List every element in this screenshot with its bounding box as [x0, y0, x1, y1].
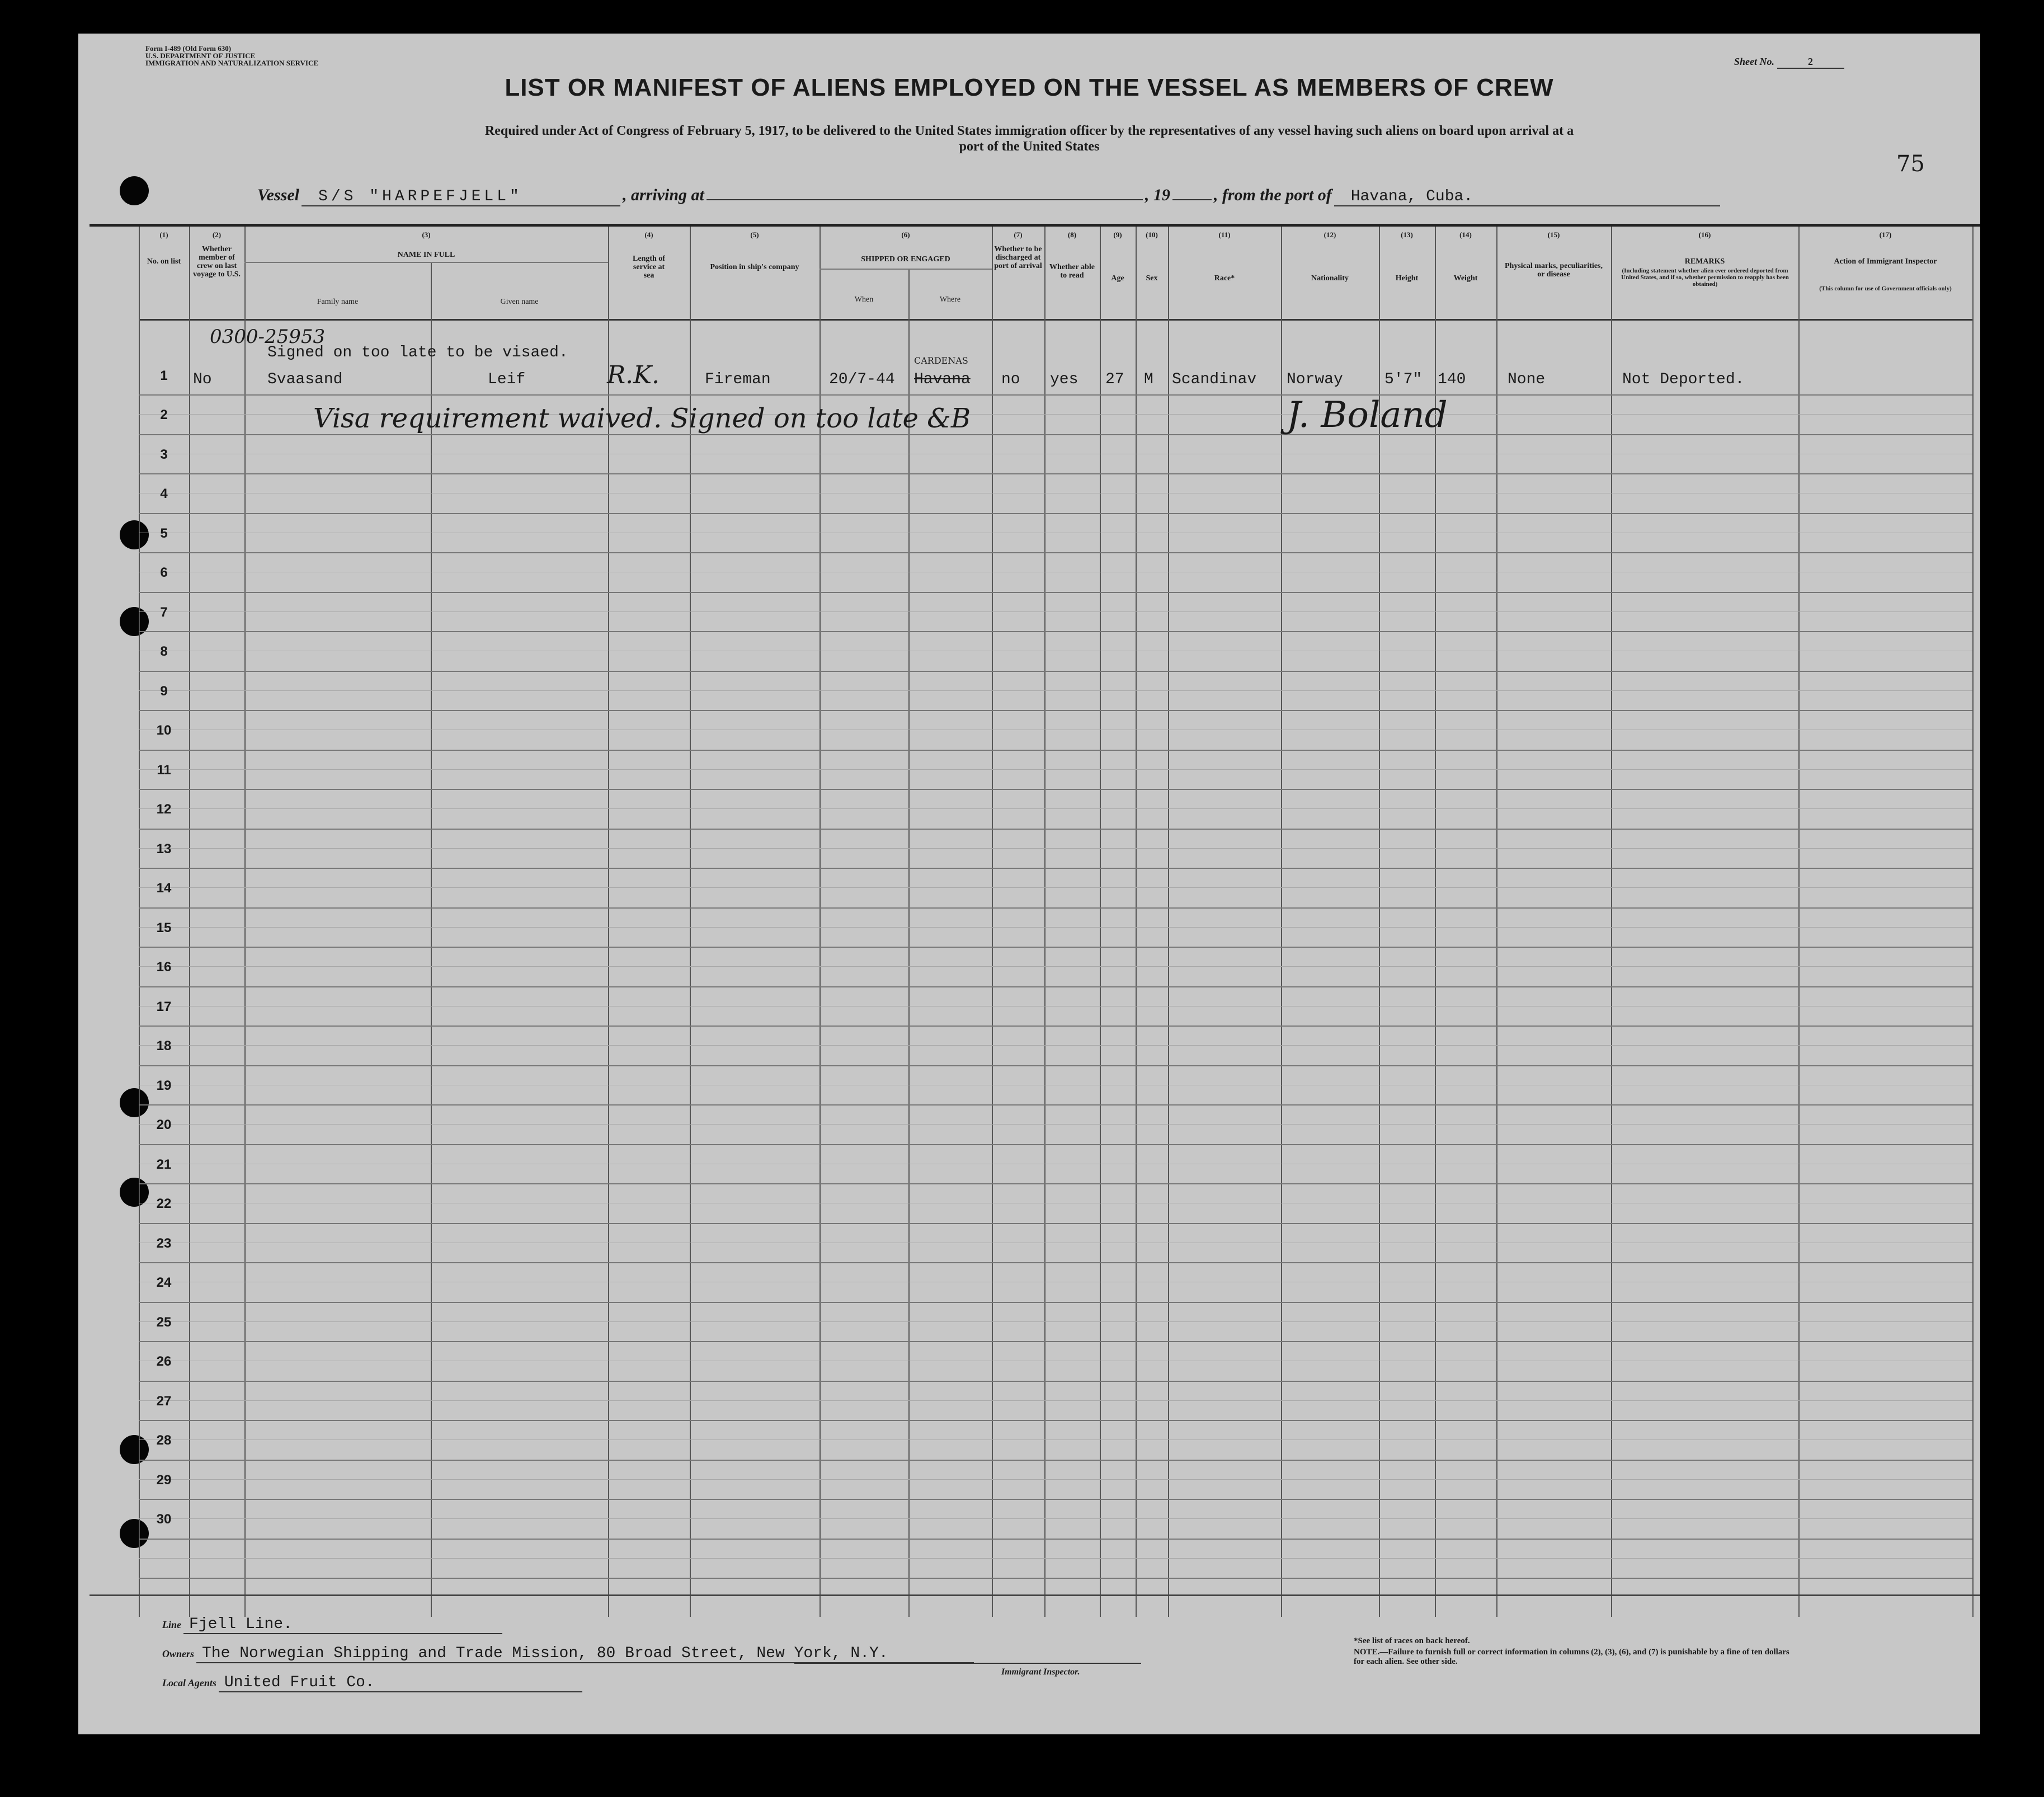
row-number: 26 — [156, 1354, 172, 1370]
sheet-number-value: 2 — [1777, 56, 1844, 69]
row-rule — [139, 829, 1972, 830]
row-number: 14 — [156, 881, 172, 896]
cell-position: Fireman — [705, 371, 771, 388]
penalty-note: NOTE.—Failure to furnish full or correct information in columns (2), (3), (6), and (7) is punishable by a fine of ten dollars for each alien. See other side. — [1354, 1648, 1789, 1666]
row-number: 10 — [156, 723, 172, 738]
row-rule — [139, 1539, 1972, 1540]
file-number: 0300-25953 — [210, 326, 326, 348]
row-rule — [139, 1223, 1972, 1224]
row-rule — [139, 473, 1972, 474]
row-rule — [139, 907, 1972, 909]
col-physical-marks: Physical marks, peculiarities, or disease — [1505, 262, 1603, 279]
row-rule — [139, 986, 1972, 987]
row-half-rule — [139, 1400, 1972, 1401]
row-number: 19 — [156, 1078, 172, 1093]
row-rule — [139, 1420, 1972, 1421]
col-name-in-full: NAME IN FULL — [397, 251, 455, 259]
row-number: 15 — [156, 920, 172, 935]
cell-given-name: Leif — [488, 371, 526, 388]
vessel-name: S/S "HARPEFJELL" — [302, 188, 620, 206]
row-rule — [139, 710, 1972, 711]
where-correction: CARDENAS — [914, 355, 968, 366]
row-half-rule — [139, 1518, 1972, 1519]
cell-remarks: Not Deported. — [1622, 371, 1745, 388]
col-race: Race* — [1214, 274, 1235, 283]
row-number: 28 — [156, 1433, 172, 1448]
table-top-rule — [90, 224, 1980, 227]
col-last-voyage: Whether member of crew on last voyage to U.S. — [193, 245, 241, 279]
row-half-rule — [139, 1321, 1972, 1322]
col-weight: Weight — [1453, 274, 1478, 283]
row-half-rule — [139, 808, 1972, 809]
row-rule — [139, 947, 1972, 948]
vessel-label: Vessel — [257, 186, 299, 204]
row-number: 1 — [160, 368, 168, 383]
page-number: 75 — [1896, 151, 1925, 177]
footer-line: Line Fjell Line. — [162, 1616, 502, 1634]
row-half-rule — [139, 966, 1972, 967]
row-number: 13 — [156, 841, 172, 857]
col-where: Where — [939, 295, 961, 304]
row-number: 23 — [156, 1235, 172, 1251]
col-position: Position in ship's company — [710, 263, 799, 271]
row-number: 7 — [160, 604, 168, 620]
row-number: 27 — [156, 1393, 172, 1409]
row-rule — [139, 868, 1972, 869]
row-number: 17 — [156, 999, 172, 1014]
row-number: 29 — [156, 1472, 172, 1488]
col-inspector-note: (This column for use of Government officials only) — [1819, 285, 1952, 292]
col-nationality: Nationality — [1311, 274, 1349, 283]
row-rule — [139, 1578, 1972, 1579]
row-rule — [139, 513, 1972, 514]
row-rule — [139, 1460, 1972, 1461]
row-rule — [139, 1381, 1972, 1382]
row-number: 24 — [156, 1275, 172, 1291]
owners-value: The Norwegian Shipping and Trade Mission, 80 Broad Street, New York, N.Y. — [196, 1645, 974, 1663]
col-shipped-or-engaged: SHIPPED OR ENGAGED — [861, 255, 950, 264]
vessel-line: Vessel S/S "HARPEFJELL" , arriving at , 19 , from the port of Havana, Cuba. — [257, 185, 1880, 213]
cell-family-name: Svaasand — [267, 371, 343, 388]
page-title: LIST OR MANIFEST OF ALIENS EMPLOYED ON THE VESSEL AS MEMBERS OF CREW — [505, 74, 1554, 101]
row-number: 16 — [156, 959, 172, 975]
row-number: 20 — [156, 1117, 172, 1133]
row-number: 5 — [160, 525, 168, 541]
header-bottom-rule — [139, 319, 1972, 321]
row-number: 30 — [156, 1512, 172, 1527]
row-rule — [139, 1025, 1972, 1027]
col-no-on-list: No. on list — [147, 257, 181, 266]
row-number: 6 — [160, 565, 168, 581]
col-able-to-read: Whether able to read — [1049, 263, 1095, 280]
punch-hole — [120, 176, 149, 205]
inspector-signature: J. Boland — [1287, 394, 1448, 436]
row-rule — [139, 789, 1972, 790]
row-half-rule — [139, 1124, 1972, 1125]
port-value: Havana, Cuba. — [1334, 188, 1720, 206]
year-field — [1172, 185, 1212, 200]
row-rule — [139, 394, 1972, 396]
cell-physical-marks: None — [1508, 371, 1546, 388]
row-half-rule — [139, 769, 1972, 770]
arriving-at-field — [707, 185, 1143, 200]
footer-agents: Local Agents United Fruit Co. — [162, 1674, 582, 1692]
cell-when: 20/7-44 — [829, 371, 895, 388]
page-subtitle: Required under Act of Congress of February 5, 1917, to be delivered to the United States immigration officer by the representatives of any vessel having such aliens on board upon arrival at a port of the United States — [484, 124, 1574, 154]
col-sex: Sex — [1146, 274, 1158, 283]
cell-able-to-read: yes — [1050, 371, 1078, 388]
initials-mark: R.K. — [607, 361, 660, 389]
typed-note: Signed on too late to be visaed. — [267, 344, 568, 361]
row-rule — [139, 750, 1972, 751]
row-number: 12 — [156, 802, 172, 817]
row-half-rule — [139, 1479, 1972, 1480]
row-number: 2 — [160, 407, 168, 423]
cell-race: Scandinav — [1172, 371, 1257, 388]
row-rule — [139, 1341, 1972, 1342]
row-half-rule — [139, 887, 1972, 888]
col-remarks-note: (Including statement whether alien ever ordered deported from United States, and if so, whether permission to reapply has been obtained) — [1621, 267, 1789, 288]
row-half-rule — [139, 690, 1972, 691]
cell-last-voyage: No — [193, 371, 212, 388]
row-number: 22 — [156, 1196, 172, 1212]
cell-sex: M — [1144, 371, 1153, 388]
row-rule — [139, 1183, 1972, 1184]
row-number: 3 — [160, 446, 168, 462]
cell-age: 27 — [1105, 371, 1124, 388]
manifest-sheet: Form I-489 (Old Form 630) U.S. DEPARTMENT OF JUSTICE IMMIGRATION AND NATURALIZATION SERVICE Sheet No. 2 LIST OR MANIFEST OF ALIENS EMPLOYED ON THE VESSEL AS MEMBERS OF CREW Required under Act of Congress of February 5, 1917, to be delivered to the United States immigration officer by the representatives of any vessel having such aliens on board upon arrival at a port of the United States 75 Vessel S/S "HARPEFJELL" , arriving at , 19 , from the port of Havana, Cuba. (1) No. on list (2) Whether member of crew on last voyage to U.S. (3) NAME IN FULL Family name Given name (4) Length of service at sea (5) Position in ship's company (6) SHIPPED OR ENGAGED When Where (7) Whether to be discharged at port of arrival (8) Whether able to read (9) Age (10) Sex (11) Race* (12) Nationality (13) Height (14) Weight (15) Physical marks, peculiarities, or disease (16) REMARKS (Including statement whether alien ever ordered deported from United States, and if so, whether permission to reapply has been obtained) (17) Action of Immigrant Inspector (This column for use of Government officials only) 1 2 3 4 5 6 7 8 9 10 11 12 13 14 15 16 17 18 19 20 21 22 23 24 25 26 27 28 29 30 0300-25953 Signed on too late to be visaed. No Svaasand Leif R.K. Fireman 20/7-44 Havana CARDENAS no yes 27 M Scandinav Norway 5'7" 140 None Not Deported. Visa requirement waived. Signed on too late &B J. Boland Line Fjell Line. Owners The Norwegian Shipping and Trade Mission, 80 Broad Street, New York, N.Y. Local Agents United Fruit Co. Immigrant Inspector. *See list of races on back hereof. NOTE.—Failure to furnish full or correct information in columns (2), (3), (6), and (7) is punishable by a fine of ten dollars for each alien. See other side. — [78, 34, 1980, 1734]
cell-nationality: Norway — [1287, 371, 1343, 388]
col-family-name: Family name — [317, 298, 359, 306]
inspector-signature-line — [794, 1663, 1141, 1664]
inspector-label: Immigrant Inspector. — [1001, 1667, 1080, 1677]
col-age: Age — [1111, 274, 1124, 283]
col-when: When — [854, 295, 874, 304]
row-half-rule — [139, 1558, 1972, 1559]
footer-rule — [90, 1594, 1980, 1596]
row-rule — [139, 552, 1972, 553]
row-number: 21 — [156, 1156, 172, 1172]
cell-discharged: no — [1001, 371, 1020, 388]
line-value: Fjell Line. — [183, 1616, 502, 1634]
col-remarks: REMARKS — [1684, 257, 1725, 266]
row-rule — [139, 592, 1972, 593]
form-id: Form I-489 (Old Form 630) U.S. DEPARTMENT OF JUSTICE IMMIGRATION AND NATURALIZATION SERVICE — [145, 44, 319, 67]
col-given-name: Given name — [500, 298, 539, 306]
row-rule — [139, 1144, 1972, 1145]
row-half-rule — [139, 848, 1972, 849]
row-rule — [139, 671, 1972, 672]
races-note: *See list of races on back hereof. — [1354, 1636, 1470, 1645]
row-rule — [139, 1104, 1972, 1106]
row-number: 18 — [156, 1038, 172, 1054]
row-half-rule — [139, 611, 1972, 612]
agents-value: United Fruit Co. — [219, 1674, 582, 1692]
row-rule — [139, 1065, 1972, 1066]
col-length-of-service: Length of service at sea — [633, 255, 665, 280]
col-height: Height — [1395, 274, 1419, 283]
sheet-number: Sheet No. 2 — [1734, 56, 1844, 69]
col-discharged: Whether to be discharged at port of arrival — [994, 245, 1042, 270]
footer-owners: Owners The Norwegian Shipping and Trade Mission, 80 Broad Street, New York, N.Y. — [162, 1645, 974, 1663]
row-rule — [139, 631, 1972, 632]
row-number: 11 — [157, 762, 171, 778]
cell-where: Havana — [914, 371, 971, 388]
row-rule — [139, 1262, 1972, 1263]
row-number: 9 — [160, 683, 168, 699]
row-half-rule — [139, 927, 1972, 928]
row-half-rule — [139, 1045, 1972, 1046]
cell-height: 5'7" — [1384, 371, 1423, 388]
visa-waiver-note: Visa requirement waived. Signed on too late &B — [313, 403, 971, 434]
row-number: 25 — [156, 1314, 172, 1330]
row-rule — [139, 1302, 1972, 1303]
row-rule — [139, 1499, 1972, 1500]
row-number: 8 — [160, 644, 168, 660]
col-inspector-action: Action of Immigrant Inspector — [1834, 257, 1937, 266]
cell-weight: 140 — [1438, 371, 1466, 388]
row-number: 4 — [160, 486, 168, 502]
